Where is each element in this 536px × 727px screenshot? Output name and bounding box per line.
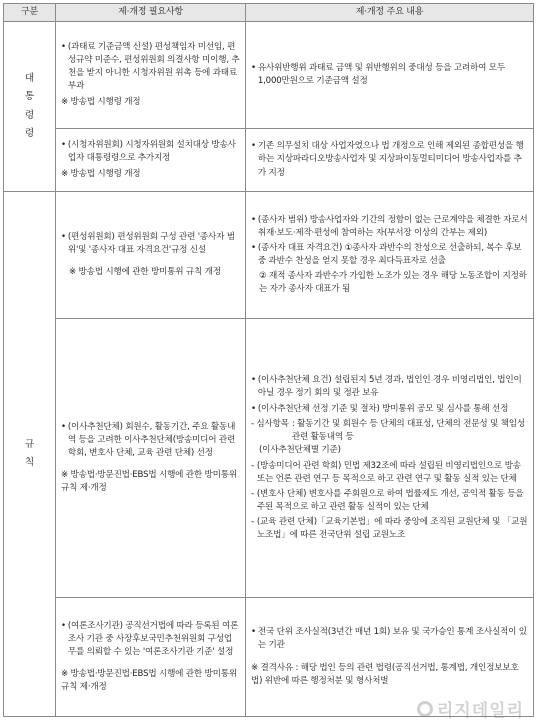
header-category: 구분 xyxy=(4,4,56,22)
table-row xyxy=(4,22,534,129)
header-row xyxy=(4,4,534,22)
content-cell: • 전국 단위 조사실적(3년간 매년 1회) 보유 및 국가승인 통계 조사실적이 있는 기관 ※ 결격사유 : 해당 법인 등의 관련 법령(공직선거법, 통계법, 개인정보보호법) 위반에 따른 행정처분 및 형사처벌 xyxy=(246,598,534,717)
content-cell: • 유사위반행위 과태료 금액 및 위반행위의 중대성 등을 고려하여 모두 1,000만원으로 기준금액 설정 xyxy=(246,22,534,129)
content-cell: • 기존 의무설치 대상 사업자였으나 법 개정으로 인해 제외된 종합편성을 행하는 지상파라디오방송사업자 및 지상파이동멀티미디어 방송사업자를 추가 지정 xyxy=(246,129,534,192)
sub-item: (이사추천단체별 기준) xyxy=(259,445,341,456)
need-cell: • (시청자위원회) 시청자위원회 설치대상 방송사업자 대통령령으로 추가지정 ※ 방송법 시행령 개정 xyxy=(56,129,246,192)
need-cell: • (과태료 기준금액 신설) 편성책임자 미선임, 편성규약 미준수, 편성위원회 의결사항 미이행, 추천을 받지 아니한 시청자위원 위촉 등에 과태료 부과 ※ 방송법 시행령 개정 xyxy=(56,22,246,129)
sub-item: ② 재적 종사자 과반수가 가입한 노조가 있는 경우 해당 노동조합이 지정하는 자가 종사자 대표가 됨 xyxy=(259,271,527,295)
table-row xyxy=(4,192,534,319)
watermark-logo-icon xyxy=(417,701,433,717)
content-cell: • (이사추천단체 요건) 설립된지 5년 경과, 법인인 경우 비영리법인, 법인이 아닐 경우 정기 회의 및 정관 보유 • (이사추천단체 선정 기준 및 절차) 방미통위 공모 및 심사를 통해 선정 - 심사항목 : 활동기간 및 회원수 등 단체의 대표성, 단체의 전문성 및 책임성 관련 활동내역 등 (이사추천단체별 기준) - (방송미디어 관련 학회) 민법 제32조에 따라 설립된 비영리법인으로 방송 또는 언론 관련 연구 등 목적으로 하고 관련 연구 및 활동 실적 있는 단체 - (변호사 단체) 변호사를 주회원으로 하여 법률제도 개선, 공익적 활동 등을 주된 목적으로 하고 관련 활동 실적이 있는 단체 - (교육 관련 단체)「교육기본법」에 따라 중앙에 조직된 교원단체 및 「교원노조법」에 따른 전국단위 설립 교원노조 xyxy=(246,319,534,598)
category-rule: 규 칙 xyxy=(4,192,56,717)
regulation-table xyxy=(3,3,534,717)
need-cell: • (편성위원회) 편성위원회 구성 관련 '종사자 범위'및 '종사자 대표 자격요건'규정 신설 ※ 방송법 시행에 관한 방미통위 규칙 개정 xyxy=(56,192,246,319)
category-decree: 대 통 령 령 xyxy=(4,22,56,192)
header-contents: 제·개정 주요 내용 xyxy=(246,4,534,22)
table-row xyxy=(4,129,534,192)
need-cell: • (이사추천단체) 회원수, 활동기간, 주요 활동내역 등을 고려한 이사추천단체(방송미디어 관련 학회, 변호사 단체, 교육 관련 단체) 선정 ※ 방송법·방문진법·EBS법 시행에 관한 방미통위 규칙 제·개정 xyxy=(56,319,246,598)
header-needs: 제·개정 필요사항 xyxy=(56,4,246,22)
content-cell: • (종사자 범위) 방송사업자와 기간의 정함이 없는 근로계약을 체결한 자로서 취재·보도·제작·편성에 참여하는 자(부서장 이상의 간부는 제외) • (종사자 대표 자격요건) ①종사자 과반수의 찬성으로 선출하되, 복수 후보중 과반수 찬성을 얻지 못할 경우 최다득표자로 선출 ② 재적 종사자 과반수가 가입한 노조가 있는 경우 해당 노동조합이 지정하는 자가 종사자 대표가 됨 xyxy=(246,192,534,319)
table-row xyxy=(4,319,534,598)
need-cell: • (여론조사기관) 공직선거법에 따라 등록된 여론조사 기관 중 사장후보국민추천위원회 구성업무를 의뢰할 수 있는 '여론조사기관 기준' 설정 ※ 방송법·방문진법·EBS법 시행에 관한 방미통위 규칙 제·개정 xyxy=(56,598,246,717)
watermark: 리지데일리 xyxy=(417,696,524,721)
